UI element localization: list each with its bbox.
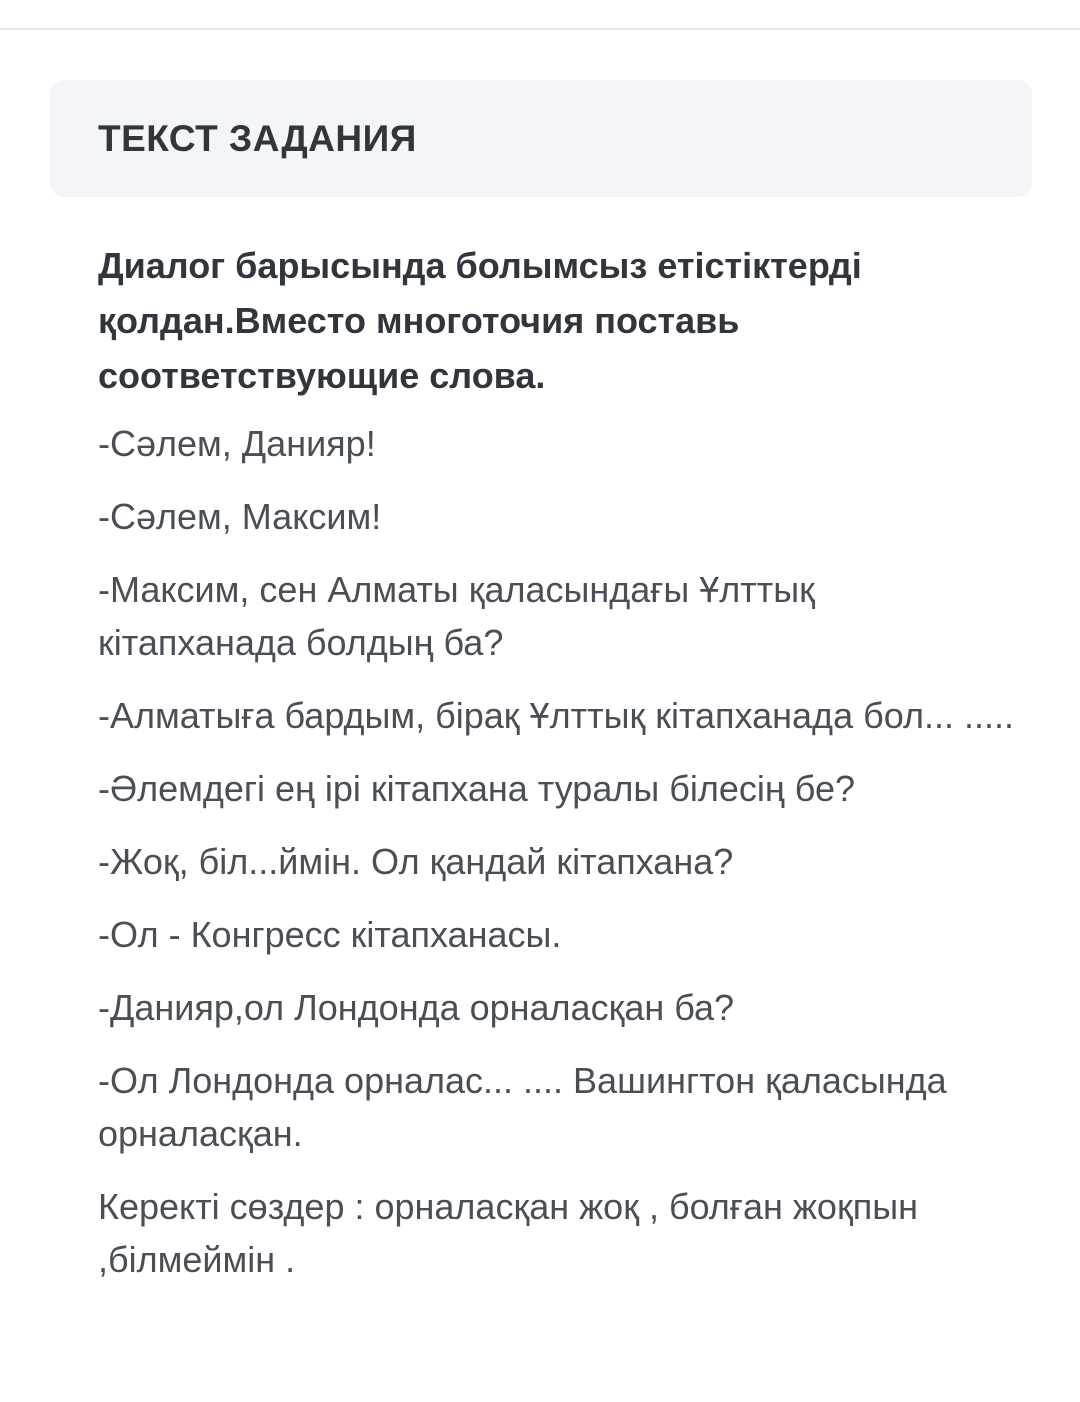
top-divider <box>0 28 1080 30</box>
dialog-line: -Сәлем, Данияр! <box>98 423 376 464</box>
dialog-line: -Сәлем, Максим! <box>98 496 382 537</box>
task-header <box>50 80 1032 197</box>
task-header-title: ТЕКСТ ЗАДАНИЯ <box>98 117 417 159</box>
task-instruction: Диалог барысында болымсыз етістіктерді қолдан.Вместо многоточия поставь соответствующие слова. <box>98 245 862 396</box>
dialog-line: -Жоқ, біл...ймін. Ол қандай кітапхана? <box>98 841 734 882</box>
dialog-line: -Әлемдегі ең ірі кітапхана туралы білесің бе? <box>98 768 856 809</box>
dialog-line: -Ол - Конгресс кітапханасы. <box>98 914 562 955</box>
dialog-line: -Максим, сен Алматы қаласындағы Ұлттық кітапханада болдың ба? <box>98 569 815 663</box>
task-content <box>98 238 1018 1306</box>
dialog-line: -Ол Лондонда орналас... .... Вашингтон қаласында орналасқан. <box>98 1060 947 1154</box>
required-words: Керекті сөздер : орналасқан жоқ , болған жоқпын ,білмеймін . <box>98 1186 918 1280</box>
dialog-line: -Данияр,ол Лондонда орналасқан ба? <box>98 987 735 1028</box>
dialog-line: -Алматыға бардым, бірақ Ұлттық кітапханада бол... ..... <box>98 695 1014 736</box>
